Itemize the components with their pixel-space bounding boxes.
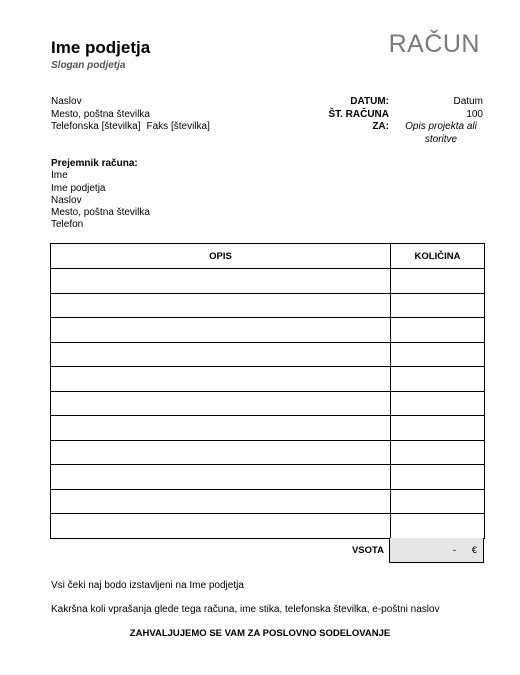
quantity-cell[interactable] (391, 269, 485, 294)
sender-contact (51, 121, 210, 134)
checks-note: Vsi čeki naj bodo izstavljeni na Ime podjetja (51, 580, 244, 591)
sender-block (51, 96, 210, 134)
questions-note: Kakršna koli vprašanja glede tega računa, ime stika, telefonska številka, e-poštni naslov (51, 604, 440, 615)
description-cell[interactable] (51, 269, 391, 294)
for-value: Opis projekta ali storitve (405, 121, 477, 145)
table-row (51, 440, 485, 465)
date-value: Datum (453, 96, 483, 107)
table-row (51, 416, 485, 441)
recipient-name: Ime (51, 170, 68, 182)
quantity-cell[interactable] (391, 293, 485, 318)
meta-invoice-no-row (300, 109, 483, 122)
total-row (50, 538, 484, 563)
recipient-heading: Prejemnik računa: (51, 158, 138, 169)
description-cell[interactable] (51, 416, 391, 441)
total-value: - (452, 545, 456, 556)
invoice-meta (300, 96, 483, 146)
recipient-block (51, 158, 150, 232)
table-row (51, 342, 485, 367)
sender-phone: Telefonska [številka] (51, 121, 141, 132)
quantity-cell[interactable] (391, 367, 485, 392)
description-cell[interactable] (51, 465, 391, 490)
table-row (51, 514, 485, 539)
table-row (51, 367, 485, 392)
total-currency: € (471, 545, 477, 556)
sender-address: Naslov (51, 96, 82, 107)
description-cell[interactable] (51, 514, 391, 539)
column-header-description: OPIS (51, 244, 391, 269)
table-row (51, 489, 485, 514)
table-header-row (51, 244, 485, 269)
quantity-cell[interactable] (391, 342, 485, 367)
total-value-box (389, 538, 484, 563)
table-row (51, 318, 485, 343)
description-cell[interactable] (51, 391, 391, 416)
description-cell[interactable] (51, 440, 391, 465)
quantity-cell[interactable] (391, 416, 485, 441)
total-label: VSOTA (351, 545, 384, 556)
quantity-cell[interactable] (391, 318, 485, 343)
quantity-cell[interactable] (391, 489, 485, 514)
table-body (51, 269, 485, 539)
invoice-number-value: 100 (466, 108, 483, 120)
quantity-cell[interactable] (391, 514, 485, 539)
table-row (51, 391, 485, 416)
description-cell[interactable] (51, 367, 391, 392)
sender-city-zip: Mesto, poštna številka (51, 108, 150, 120)
quantity-cell[interactable] (391, 440, 485, 465)
description-cell[interactable] (51, 342, 391, 367)
quantity-cell[interactable] (391, 465, 485, 490)
description-cell[interactable] (51, 489, 391, 514)
invoice-number-label: ŠT. RAČUNA (328, 108, 389, 120)
recipient-company: Ime podjetja (51, 182, 106, 194)
items-table (50, 243, 485, 539)
meta-for-row (300, 121, 483, 146)
table-row (51, 465, 485, 490)
company-slogan: Slogan podjetja (51, 60, 126, 71)
description-cell[interactable] (51, 318, 391, 343)
recipient-city-zip: Mesto, poštna številka (51, 207, 150, 219)
meta-date-row (300, 96, 483, 109)
table-row (51, 293, 485, 318)
recipient-address: Naslov (51, 194, 82, 206)
date-label: DATUM: (350, 96, 389, 107)
thank-you-message: ZAHVALJUJEMO SE VAM ZA POSLOVNO SODELOVANJE (129, 628, 391, 639)
company-name: Ime podjetja (51, 38, 151, 57)
recipient-phone: Telefon (51, 219, 84, 231)
column-header-quantity: KOLIČINA (391, 244, 485, 269)
description-cell[interactable] (51, 293, 391, 318)
sender-fax: Faks [številka] (146, 121, 210, 132)
document-title: RAČUN (388, 30, 480, 58)
table-row (51, 269, 485, 294)
quantity-cell[interactable] (391, 391, 485, 416)
for-label: ZA: (372, 121, 389, 132)
